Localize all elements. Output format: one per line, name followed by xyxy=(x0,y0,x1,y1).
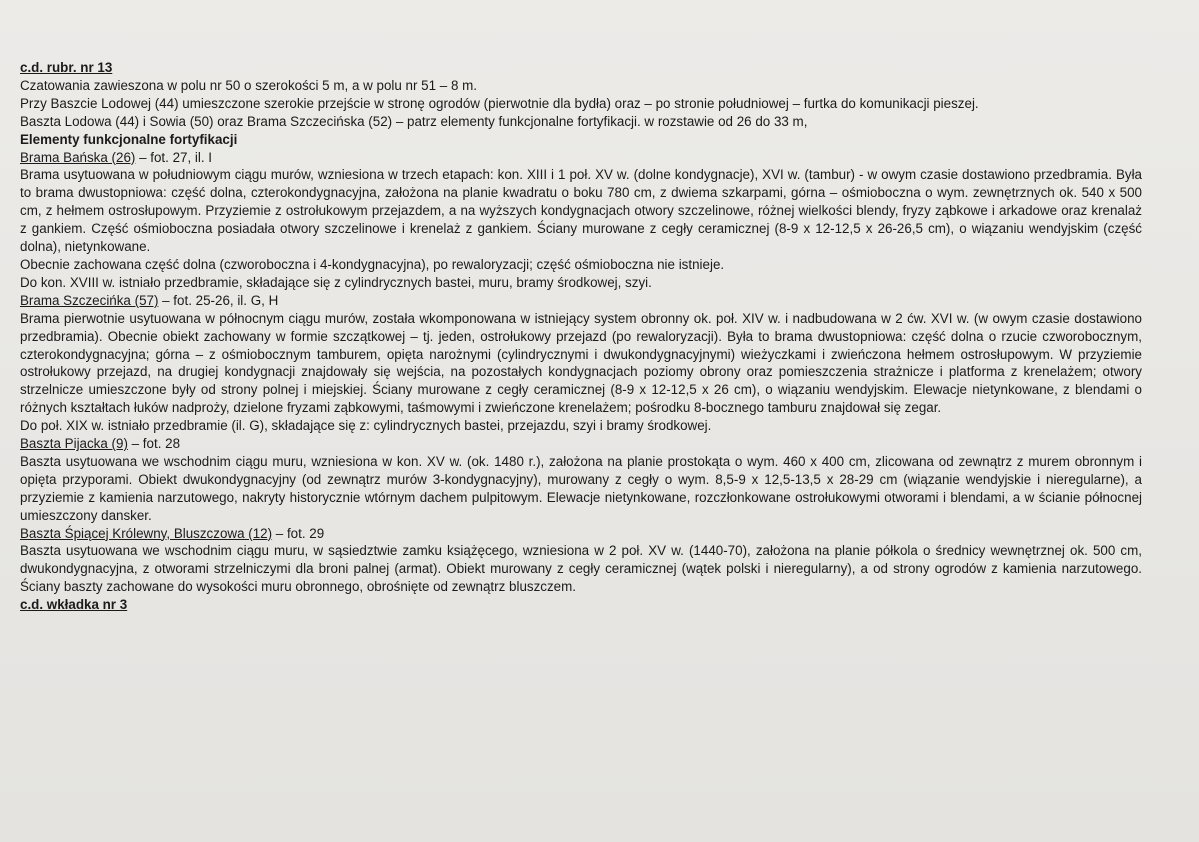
entry-refs: – fot. 25-26, il. G, H xyxy=(158,292,279,308)
entry-refs: – fot. 27, il. I xyxy=(135,149,213,165)
footer-continuation: c.d. wkładka nr 3 xyxy=(20,597,128,613)
entry-name: Brama Bańska (26) xyxy=(20,149,136,165)
entry-paragraph: Baszta usytuowana we wschodnim ciągu muru, w sąsiedztwie zamku książęcego, wzniesiona w 2 poł. XV w. (1440-70), założona na planie półkola o średnicy wewnętrznej ok. 500 cm, dwukondygnacyjna, z otworami strzelniczymi dla broni palnej (armat). Obiekt murowany z cegły ceramicznej (wątek polski i nieregularny), a od strony ogrodów z kamienia narzutowego. Ściany baszty zachowane do wysokości muru obronnego, obrośnięte od zewnątrz bluszczem. xyxy=(20,543,1142,595)
intro-paragraph: Przy Baszcie Lodowej (44) umieszczone szerokie przejście w stronę ogrodów (pierwotnie dla bydła) oraz – po stronie południowej – furtka do komunikacji pieszej. xyxy=(20,95,979,111)
entry-name: Baszta Pijacka (9) xyxy=(20,436,128,452)
entry-heading xyxy=(20,525,1142,543)
document-body xyxy=(20,59,1142,614)
entry-name: Brama Szczecińka (57) xyxy=(20,292,159,308)
entry-paragraph: Obecnie zachowana część dolna (czworoboczna i 4-kondygnacyjna), po rewaloryzacji; część ośmioboczna nie istnieje. xyxy=(20,256,725,272)
intro-paragraph: Czatowania zawieszona w polu nr 50 o szerokości 5 m, a w polu nr 51 – 8 m. xyxy=(20,77,477,93)
intro-paragraph: Baszta Lodowa (44) i Sowia (50) oraz Brama Szczecińska (52) – patrz elementy funkcjonalne fortyfikacji. w rozstawie od 26 do 33 m, xyxy=(20,113,808,129)
entry-paragraph: Baszta usytuowana we wschodnim ciągu muru, wzniesiona w kon. XV w. (ok. 1480 r.), założona na planie prostokąta o wym. 460 x 400 cm, zlicowana od zewnątrz z murem obronnym i opięta przyporami. Obiekt dwukondygnacyjny (od zewnątrz murów 3-kondygnacyjny), murowany z cegły o wym. 8,5-9 x 12,5-13,5 x 28-29 cm (wiązanie wendyjskie i nieregularne), a przyziemie z kamienia narzutowego, nakryty historycznie wtórnym dachem pulpitowym. Elewacje nietynkowane, rozczłonkowane ostrołukowymi otworami i blendami, a w ścianie północnej umieszczony dansker. xyxy=(20,453,1142,523)
entry-paragraph: Brama pierwotnie usytuowana w północnym ciągu murów, została wkomponowana w istniejący system obronny ok. poł. XIV w. i nadbudowana w 2 ćw. XVI w. (w owym czasie dostawiono przedbramia). Obecnie obiekt zachowany w formie szczątkowej – tj. jeden, ostrołukowy przejazd (po rewaloryzacji). Była to brama dwustopniowa: część dolna o rzucie czworobocznym, czterokondygnacyjna; górna – z ośmiobocznym tamburem, opięta narożnymi (cylindrycznymi i dwukondygnacyjnymi) wieżyczkami i zwieńczona hełmem ostrosłupowym. W przyziemie ostrołukowy przejazd, na drugiej kondygnacji znajdowały się wejścia, na pozostałych kondygnacjach poziomy obrony oraz pomieszczenia strażnicze i platforma z krenelażem; otwory strzelnicze umieszczone były od strony polnej i miejskiej. Ściany murowane z cegły ceramicznej (8-9 x 12-12,5 x 26 cm), o wiązaniu wendyjskim. Elewacje nietynkowane, z blendami o różnych kształtach łuków nadproży, dzielone fryzami ząbkowymi, taśmowymi i zwieńczone krenelażem; pośrodku 8-bocznego tamburu znajdował się zegar. xyxy=(20,310,1142,416)
entry-refs: – fot. 28 xyxy=(127,436,181,452)
entry-heading xyxy=(20,435,1142,453)
entry-refs: – fot. 29 xyxy=(272,525,325,541)
header-continuation: c.d. rubr. nr 13 xyxy=(20,60,113,75)
entry-paragraph: Do poł. XIX w. istniało przedbramie (il. G), składające się z: cylindrycznych bastei, przejazdu, szyi i bramy środkowej. xyxy=(20,418,712,434)
entry-paragraph: Brama usytuowana w południowym ciągu murów, wzniesiona w trzech etapach: kon. XIII i 1 poł. XV w. (dolne kondygnacje), XVI w. (tambur) - w owym czasie dostawiono przedbramia. Była to brama dwustopniowa: część dolna, czterokondygnacyjna, założona na planie kwadratu o boku 780 cm, z dwiema szkarpami, górna – ośmioboczna o wym. zewnętrznych ok. 540 x 500 cm, z hełmem ostrosłupowym. Przyziemie z ostrołukowym przejazdem, a na wyższych kondygnacjach otwory szczelinowe, różnej wielkości blendy, fryzy ząbkowe i arkadowe oraz krenalaż z gankiem. Część ośmioboczna posiadała otwory szczelinowe i krenelaż z gankiem. Ściany murowane z cegły ceramicznej (8-9 x 12-12,5 x 26-26,5 cm), o wiązaniu wendyjskim (część dolna), nietynkowane. xyxy=(20,167,1142,255)
entry-name: Baszta Śpiącej Królewny, Bluszczowa (12) xyxy=(20,525,273,541)
entry-paragraph: Do kon. XVIII w. istniało przedbramie, składające się z cylindrycznych bastei, muru, bramy środkowej, szyi. xyxy=(20,274,652,290)
section-title: Elementy funkcjonalne fortyfikacji xyxy=(20,131,238,147)
entry-heading xyxy=(20,149,1142,167)
entry-heading xyxy=(20,292,1142,310)
